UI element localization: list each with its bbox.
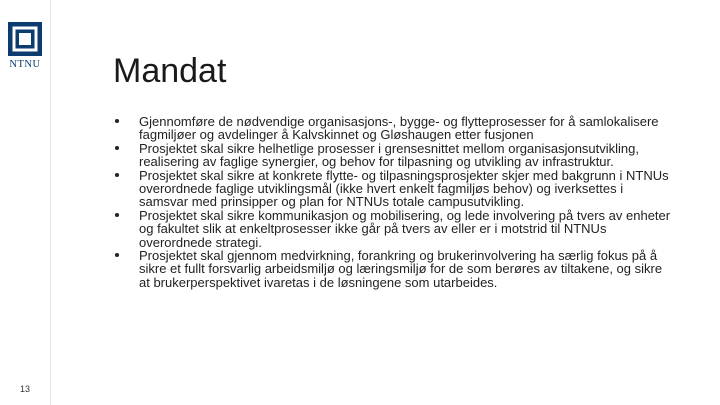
bullet-item: [115, 142, 675, 169]
bullet-icon: [115, 213, 119, 217]
slide-title: Mandat: [113, 52, 227, 90]
sidebar: [0, 0, 51, 405]
page-number: 13: [19, 384, 30, 394]
bullet-icon: [115, 119, 119, 123]
bullet-item: [115, 209, 675, 249]
bullet-item: [115, 115, 675, 142]
bullet-text: Gjennomføre de nødvendige organisasjons-, bygge- og flytteprosesser for å samlokalisere fagmiljøer og avdelinger å Kalvskinnet og Gløshaugen etter fusjonen: [139, 114, 659, 143]
bullet-icon: [115, 146, 119, 150]
bullet-text: Prosjektet skal gjennom medvirkning, forankring og brukerinvolvering ha særlig fokus på å sikre et fullt forsvarlig arbeidsmiljø og læringsmiljø for de som berøres av tiltakene, og sikre at brukerperspektivet ivaretas i de løsningene som utarbeides.: [139, 248, 663, 290]
bullet-list: [115, 115, 675, 289]
bullet-item: [115, 169, 675, 209]
bullet-text: Prosjektet skal sikre kommunikasjon og mobilisering, og lede involvering på tvers av enheter og fakultet slik at enkeltprosesser ikke går på tvers av eller er i motstrid til NTNUs overordnede strategi.: [139, 207, 671, 250]
bullet-item: [115, 249, 675, 289]
bullet-icon: [115, 253, 119, 257]
ntnu-logo-icon: [8, 22, 42, 56]
bullet-text: Prosjektet skal sikre helhetlige prosesser i grensesnittet mellom organisasjonsutvikling, realisering av faglige synergier, og behov for tilpasning og utvikling av infrastruktur.: [139, 140, 640, 170]
logo-text: NTNU: [9, 59, 41, 70]
bullet-text: Prosjektet skal sikre at konkrete flytte- og tilpasningsprosjekter skjer med bakgrunn i NTNUs overordnede faglige utviklingsmål (ikke hvert enkelt fagmiljøs behov) og iverksettes i samsvar med prinsipper og plan for NTNUs totale campusutvikling.: [139, 167, 669, 210]
bullet-icon: [115, 173, 119, 177]
